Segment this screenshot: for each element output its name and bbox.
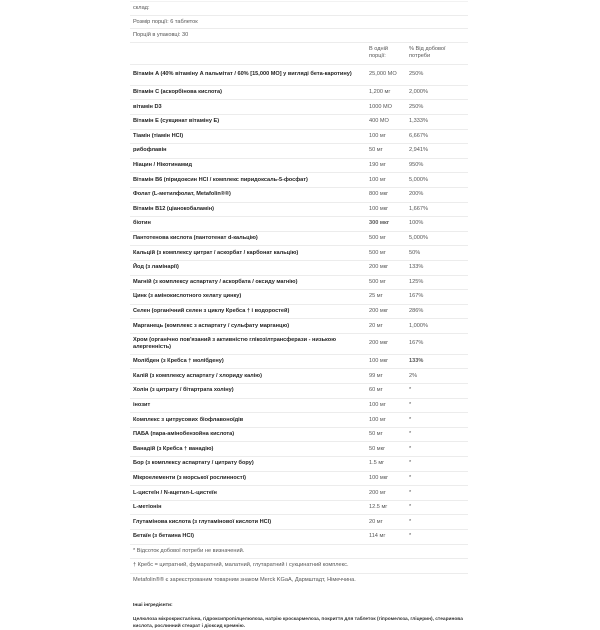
- nutrient-name: Марганець (комплекс з аспартату / сульфату марганцю): [130, 319, 366, 334]
- table-row: [130, 290, 468, 305]
- nutrient-dv: 2,941%: [406, 144, 468, 159]
- nutrient-amount: 1.5 мг: [366, 457, 406, 472]
- nutrient-name: Молібден (з Кребса † молібдену): [130, 354, 366, 369]
- nutrient-dv: 2%: [406, 369, 468, 384]
- nutrient-dv: 250%: [406, 64, 468, 85]
- other-ingredients-text: Целюлоза мікрокристалічна, гідроксипропілцелюлоза, натрію кроскармелоза, покриття для таблеток (гіпромелоза, гліцерин), стеаринова кислота, рослинний стеарат і діоксид кремнію.: [133, 617, 463, 630]
- nutrient-name: Комплекс з цитрусових біофлавоноїдів: [130, 413, 366, 428]
- nutrient-dv: 5,000%: [406, 231, 468, 246]
- table-row: [130, 158, 468, 173]
- nutrient-amount: 500 мг: [366, 275, 406, 290]
- nutrient-dv: 286%: [406, 304, 468, 319]
- table-row: [130, 100, 468, 115]
- nutrient-name: Кальцій (з комплексу цитрат / аскорбат / карбонат кальцію): [130, 246, 366, 261]
- nutrient-amount: 100 мг: [366, 173, 406, 188]
- nutrient-amount: 300 мкг: [366, 217, 406, 232]
- nutrient-name: Бетаїн (з бетаина HCl): [130, 530, 366, 544]
- table-row: [130, 319, 468, 334]
- nutrient-name: Холін (з цитрату / бітартрата холіну): [130, 384, 366, 399]
- nutrient-dv: 167%: [406, 290, 468, 305]
- table-row: [130, 144, 468, 159]
- nutrient-name: Бор (з комплексу аспартату / цитрату бору): [130, 457, 366, 472]
- nutrient-dv: 167%: [406, 333, 468, 354]
- nutrient-dv: *: [406, 471, 468, 486]
- nutrient-name: Вітамін A (40% вітаміну A пальмітат / 60% [15,000 МО] у вигляді бета-каротину): [130, 64, 366, 85]
- table-row: [130, 442, 468, 457]
- nutrient-name: ПАБА (пара-амінобензойна кислота): [130, 427, 366, 442]
- footnote: † Кребс = цитратний, фумаратний, малатний, глутаратний і сукцинатний комплекс.: [130, 558, 468, 573]
- nutrient-amount: 25,000 МО: [366, 64, 406, 85]
- nutrient-dv: *: [406, 384, 468, 399]
- nutrient-name: Цинк (з амінокислотного хелату цинку): [130, 290, 366, 305]
- table-row: [130, 413, 468, 428]
- table-row: [130, 304, 468, 319]
- nutrient-name: Пантотенова кислота (пантотенат d-кальцію): [130, 231, 366, 246]
- nutrient-amount: 500 мг: [366, 231, 406, 246]
- nutrient-amount: 100 мг: [366, 413, 406, 428]
- nutrient-name: Фолат (L-метилфолат, Metafolin®®): [130, 187, 366, 202]
- nutrient-name: Магній (з комплексу аспартату / аскорбата / оксиду магнію): [130, 275, 366, 290]
- nutrient-amount: 100 мкг: [366, 471, 406, 486]
- other-ingredients: [130, 603, 468, 630]
- nutrient-name: рибофлавін: [130, 144, 366, 159]
- nutrient-dv: 1,000%: [406, 319, 468, 334]
- nutrient-dv: *: [406, 500, 468, 515]
- nutrient-amount: 114 мг: [366, 530, 406, 544]
- nutrient-name: Тіамін (тіамін HCl): [130, 129, 366, 144]
- nutrient-dv: 950%: [406, 158, 468, 173]
- nutrient-dv: *: [406, 486, 468, 501]
- nutrient-dv: 200%: [406, 187, 468, 202]
- nutrient-amount: 190 мг: [366, 158, 406, 173]
- table-row: [130, 187, 468, 202]
- table-row: [130, 333, 468, 354]
- nutrient-name: Хром (органічно пов'язаний з активністю глікозілтрансферази - низькою алергенність): [130, 333, 366, 354]
- nutrient-name: Селен (органічний селен з циклу Кребса † і водоростей): [130, 304, 366, 319]
- nutrient-dv: 100%: [406, 217, 468, 232]
- footnote: * Відсоток добової потреби не визначений.: [130, 544, 468, 559]
- table-row: [130, 486, 468, 501]
- other-ingredients-title: Інші інгредієнти:: [133, 603, 173, 609]
- composition-label: склад:: [130, 1, 468, 15]
- nutrient-amount: 50 мкг: [366, 442, 406, 457]
- footnote: Metafolin®® є зареєстрованим товарним знаком Merck KGaA, Дармштадт, Німеччина.: [130, 573, 468, 588]
- nutrient-amount: 100 мкг: [366, 202, 406, 217]
- table-row: [130, 354, 468, 369]
- nutrient-name: Ванадій (з Кребса † ванадію): [130, 442, 366, 457]
- table-header: [130, 42, 468, 64]
- table-row: [130, 173, 468, 188]
- nutrient-name: L-цистеїн / N-ацетил-L-цистеїн: [130, 486, 366, 501]
- nutrient-name: інозит: [130, 398, 366, 413]
- nutrient-amount: 99 мг: [366, 369, 406, 384]
- nutrient-amount: 1,200 мг: [366, 85, 406, 100]
- servings-per-container: Порцій в упаковці: 30: [130, 28, 468, 42]
- table-row: [130, 369, 468, 384]
- nutrient-amount: 25 мг: [366, 290, 406, 305]
- nutrient-name: Калій (з комплексу аспартату / хлориду калію): [130, 369, 366, 384]
- table-row: [130, 202, 468, 217]
- nutrient-dv: 133%: [406, 354, 468, 369]
- nutrient-name: Глутамінова кислота (з глутамінової кислоти HCl): [130, 515, 366, 530]
- nutrient-name: Вітамін E (сукцинат вітаміну E): [130, 114, 366, 129]
- table-row: [130, 515, 468, 530]
- nutrient-dv: 6,667%: [406, 129, 468, 144]
- nutrient-dv: 133%: [406, 260, 468, 275]
- nutrient-name: вітамін D3: [130, 100, 366, 115]
- nutrient-amount: 200 мкг: [366, 333, 406, 354]
- nutrient-amount: 800 мкг: [366, 187, 406, 202]
- nutrient-name: Ніацин / Нікотинамид: [130, 158, 366, 173]
- nutrient-amount: 20 мг: [366, 515, 406, 530]
- nutrient-name: L-метіонін: [130, 500, 366, 515]
- table-row: [130, 114, 468, 129]
- nutrient-name: Вітамін C (аскорбінова кислота): [130, 85, 366, 100]
- nutrient-dv: *: [406, 442, 468, 457]
- nutrient-table: [130, 42, 468, 544]
- nutrient-dv: *: [406, 530, 468, 544]
- nutrient-name: Вітамін B6 (піридоксин HCl / комплекс пиридоксаль-5-фосфат): [130, 173, 366, 188]
- nutrient-amount: 50 мг: [366, 427, 406, 442]
- nutrient-dv: 1,667%: [406, 202, 468, 217]
- supplement-facts: [130, 1, 468, 630]
- nutrient-dv: 250%: [406, 100, 468, 115]
- nutrient-dv: *: [406, 427, 468, 442]
- serving-size: Розмір порції: 6 таблеток: [130, 15, 468, 29]
- nutrient-amount: 200 мкг: [366, 304, 406, 319]
- nutrient-dv: *: [406, 398, 468, 413]
- table-row: [130, 85, 468, 100]
- table-row: [130, 457, 468, 472]
- nutrient-dv: *: [406, 457, 468, 472]
- table-row: [130, 500, 468, 515]
- nutrient-amount: 100 мг: [366, 129, 406, 144]
- nutrient-amount: 1000 МО: [366, 100, 406, 115]
- nutrient-amount: 100 мкг: [366, 354, 406, 369]
- footnotes: [130, 544, 468, 588]
- nutrient-name: Мікроелементи (з морської рослинності): [130, 471, 366, 486]
- nutrient-dv: 2,000%: [406, 85, 468, 100]
- nutrient-name: Йод (з ламінарії): [130, 260, 366, 275]
- table-row: [130, 275, 468, 290]
- nutrient-amount: 12.5 мг: [366, 500, 406, 515]
- table-row: [130, 398, 468, 413]
- nutrient-name: Вітамін B12 (ціанокобаламін): [130, 202, 366, 217]
- nutrient-amount: 60 мг: [366, 384, 406, 399]
- table-row: [130, 129, 468, 144]
- table-row: [130, 217, 468, 232]
- nutrient-amount: 400 МО: [366, 114, 406, 129]
- nutrient-amount: 100 мг: [366, 398, 406, 413]
- nutrient-dv: *: [406, 515, 468, 530]
- nutrient-amount: 200 мг: [366, 486, 406, 501]
- nutrient-dv: *: [406, 413, 468, 428]
- nutrient-dv: 50%: [406, 246, 468, 261]
- nutrient-amount: 20 мг: [366, 319, 406, 334]
- table-row: [130, 260, 468, 275]
- nutrient-amount: 50 мг: [366, 144, 406, 159]
- table-row: [130, 231, 468, 246]
- table-row: [130, 64, 468, 85]
- nutrient-amount: 200 мкг: [366, 260, 406, 275]
- nutrient-dv: 5,000%: [406, 173, 468, 188]
- table-row: [130, 530, 468, 544]
- nutrient-dv: 125%: [406, 275, 468, 290]
- table-row: [130, 427, 468, 442]
- table-row: [130, 384, 468, 399]
- amount-header: В одній порції:: [366, 42, 406, 64]
- dv-header: % Від добової потреби: [406, 42, 468, 64]
- nutrient-amount: 500 мг: [366, 246, 406, 261]
- table-row: [130, 246, 468, 261]
- table-row: [130, 471, 468, 486]
- nutrient-name: біотин: [130, 217, 366, 232]
- nutrient-dv: 1,333%: [406, 114, 468, 129]
